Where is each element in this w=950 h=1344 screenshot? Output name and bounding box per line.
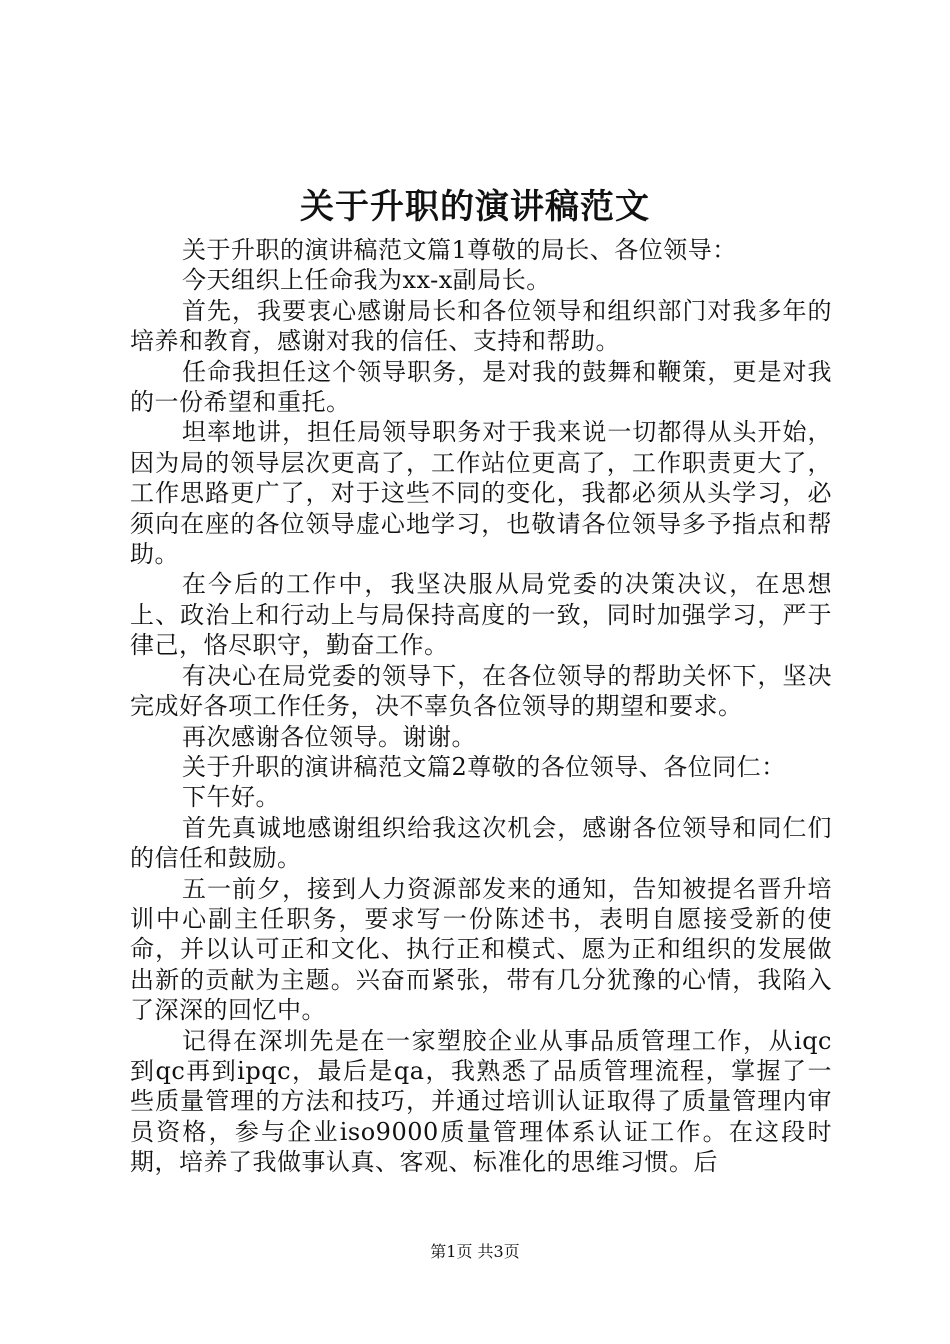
paragraph: 任命我担任这个领导职务，是对我的鼓舞和鞭策，更是对我的一份希望和重托。 (130, 357, 832, 417)
paragraph: 记得在深圳先是在一家塑胶企业从事品质管理工作，从iqc到qc再到ipqc，最后是qa，我熟悉了品质管理流程，掌握了一些质量管理的方法和技巧，并通过培训认证取得了质量管理内审员资格，参与企业iso9000质量管理体系认证工作。在这段时期，培养了我做事认真、客观、标准化的思维习惯。后 (130, 1026, 832, 1177)
document-title: 关于升职的演讲稿范文 (300, 187, 650, 227)
paragraph: 下午好。 (182, 783, 280, 812)
page-footer: 第1页 共3页 (430, 1242, 520, 1261)
paragraph: 今天组织上任命我为xx-x副局长。 (182, 266, 551, 295)
paragraph: 五一前夕，接到人力资源部发来的通知，告知被提名晋升培训中心副主任职务，要求写一份陈述书，表明自愿接受新的使命，并以认可正和文化、执行正和模式、愿为正和组织的发展做出新的贡献为主题。兴奋而紧张，带有几分犹豫的心情，我陷入了深深的回忆中。 (130, 874, 832, 1025)
paragraph: 有决心在局党委的领导下，在各位领导的帮助关怀下，坚决完成好各项工作任务，决不辜负各位领导的期望和要求。 (130, 661, 832, 721)
document-body (130, 235, 832, 1178)
paragraph: 再次感谢各位领导。谢谢。 (182, 722, 476, 751)
paragraph: 在今后的工作中，我坚决服从局党委的决策决议，在思想上、政治上和行动上与局保持高度的一致，同时加强学习，严于律己，恪尽职守，勤奋工作。 (130, 570, 832, 660)
paragraph: 关于升职的演讲稿范文篇1尊敬的局长、各位领导： (182, 236, 737, 264)
paragraph: 首先，我要衷心感谢局长和各位领导和组织部门对我多年的培养和教育，感谢对我的信任、支持和帮助。 (130, 296, 832, 356)
paragraph: 坦率地讲，担任局领导职务对于我来说一切都得从头开始，因为局的领导层次更高了，工作站位更高了，工作职责更大了，工作思路更广了，对于这些不同的变化，我都必须从头学习，必须向在座的各位领导虚心地学习，也敬请各位领导多予指点和帮助。 (130, 418, 832, 569)
paragraph: 关于升职的演讲稿范文篇2尊敬的各位领导、各位同仁： (182, 752, 786, 781)
paragraph: 首先真诚地感谢组织给我这次机会，感谢各位领导和同仁们的信任和鼓励。 (130, 813, 832, 873)
